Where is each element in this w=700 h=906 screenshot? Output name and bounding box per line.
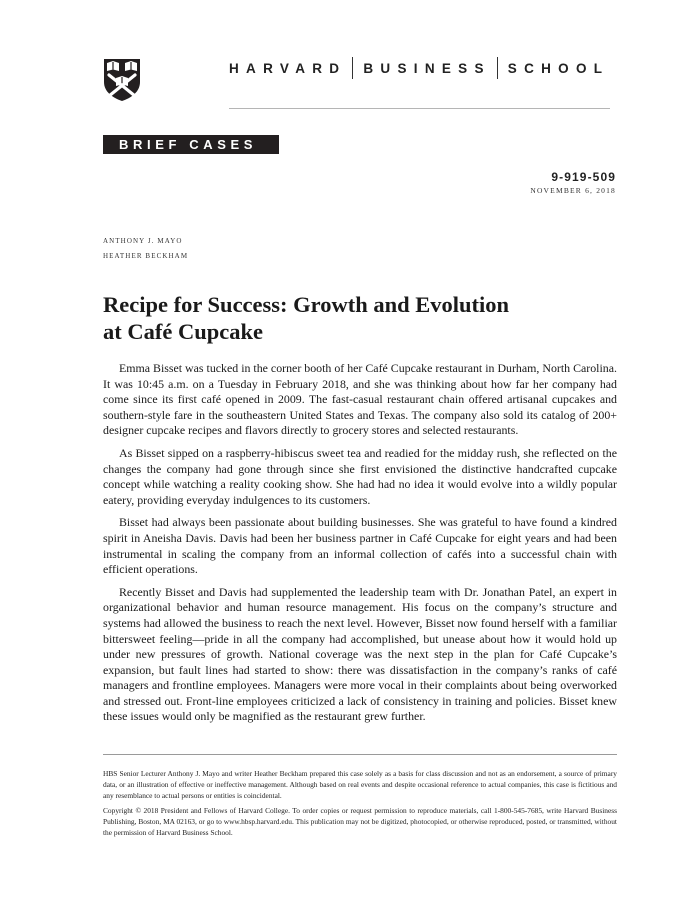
header-divider bbox=[229, 108, 610, 109]
publication-date: NOVEMBER 6, 2018 bbox=[530, 186, 616, 195]
masthead-word-school: SCHOOL bbox=[507, 60, 610, 76]
case-title bbox=[103, 291, 623, 345]
masthead-divider bbox=[497, 57, 498, 79]
masthead-divider bbox=[352, 57, 353, 79]
footnote-divider bbox=[103, 754, 617, 755]
case-number: 9-919-509 bbox=[551, 170, 616, 184]
institution-masthead bbox=[229, 58, 609, 78]
body-paragraph: Recently Bisset and Davis had supplemented the leadership team with Dr. Jonathan Patel, an expert in organizational behavior and human resource management. His focus on the company’s structure and systems had allowed the business to reach the next level. However, Bisset now found herself with a familiar bittersweet feeling—pride in all the company had accomplished, but unease about how it would hold up under new pressures of growth. National coverage was the next step in the plan for Café Cupcake’s expansion, but fault lines had started to show: there was dissatisfaction in the company’s ranks of café managers and frontline employees. Managers were more vocal in their complaints about being overworked and stressed out. Front-line employees criticized a lack of consistency in training and policies. Bisset knew these issues would only be magnified as the restaurant grew further. bbox=[103, 584, 617, 724]
disclaimer-note: HBS Senior Lecturer Anthony J. Mayo and writer Heather Beckham prepared this case solely as a basis for class discussion and not as an endorsement, a source of primary data, or an illustration of effective or ineffective management. Although based on real events and despite occasional reference to actual companies, this case is fictitious and any resemblance to actual persons or entities is coincidental. bbox=[103, 769, 617, 801]
author-name: HEATHER BECKHAM bbox=[103, 251, 189, 260]
body-paragraph: Bisset had always been passionate about building businesses. She was grateful to have found a kindred spirit in Aneisha Davis. Davis had been her business partner in Café Cupcake for eight years and had been instrumental in scaling the company from an informal collection of cafés into a successful chain with efficient operations. bbox=[103, 515, 617, 577]
masthead-word-harvard: HARVARD bbox=[229, 60, 347, 76]
title-line: at Café Cupcake bbox=[103, 319, 263, 344]
copyright-note: Copyright © 2018 President and Fellows of Harvard College. To order copies or request permission to reproduce materials, call 1-800-545-7685, write Harvard Business Publishing, Boston, MA 02163, or go to www.hbsp.harvard.edu. This publication may not be digitized, photocopied, or otherwise reproduced, posted, or transmitted, without the permission of Harvard Business School. bbox=[103, 806, 617, 838]
series-label: BRIEF CASES bbox=[119, 137, 258, 152]
title-line: Recipe for Success: Growth and Evolution bbox=[103, 292, 510, 317]
author-list bbox=[103, 234, 188, 263]
body-paragraph: Emma Bisset was tucked in the corner booth of her Café Cupcake restaurant in Durham, North Carolina. It was 10:45 a.m. on a Tuesday in February 2018, and she was thinking about how far her company had come since its first café opened in 2009. The fast-casual restaurant chain offered artisanal cupcakes and southern-style fare in the southeastern United States and Texas. The company also sold its catalog of 200+ designer cupcake recipes and flavors directly to grocery stores and selected restaurants. bbox=[103, 361, 617, 438]
harvard-shield-icon bbox=[103, 58, 141, 102]
author-name: ANTHONY J. MAYO bbox=[103, 237, 183, 245]
case-body bbox=[103, 361, 617, 732]
masthead-word-business: BUSINESS bbox=[363, 60, 491, 76]
body-paragraph: As Bisset sipped on a raspberry-hibiscus sweet tea and readied for the midday rush, she reflected on the changes the company had gone through since she first envisioned the distinctive handcrafted cupcake concept while watching a reality cooking show. She had had no idea it would evolve into a wildly popular eatery, providing everyday indulgences to its customers. bbox=[103, 445, 617, 507]
